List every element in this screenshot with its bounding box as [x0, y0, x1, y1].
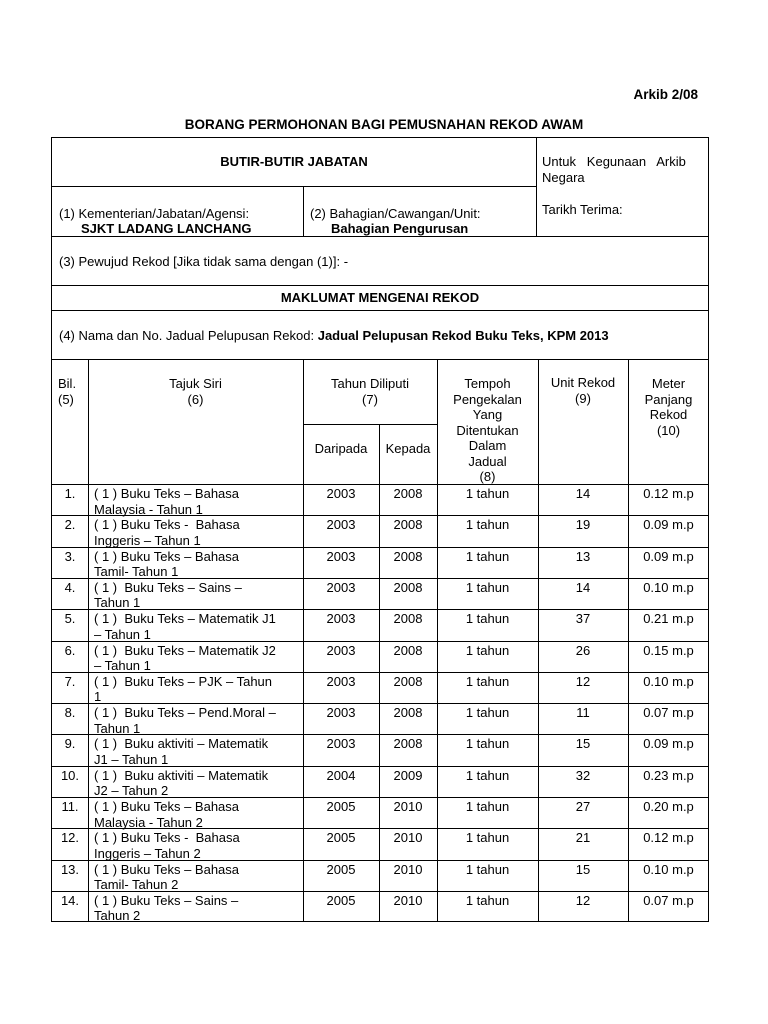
row-title-line: ( 1 ) Buku Teks – Sains – [94, 579, 242, 595]
col-header-daripada: Daripada [314, 441, 368, 456]
col-header-tempoh-line: Yang [472, 407, 503, 422]
row-to-year: 2008 [393, 642, 423, 658]
row-number: 3. [64, 548, 76, 564]
row-meter-length: 0.10 m.p [643, 673, 694, 689]
row-rule [52, 891, 708, 892]
row-title-line: ( 1 ) Buku Teks – Matematik J2 [94, 642, 276, 658]
row-title-line: Inggeris – Tahun 1 [94, 532, 201, 548]
row-number: 4. [64, 579, 76, 595]
rule [52, 359, 708, 360]
row-title-line: J1 – Tahun 1 [94, 751, 169, 767]
row-to-year: 2010 [393, 861, 423, 877]
row-title-line: Tahun 2 [94, 908, 141, 924]
row-retention: 1 tahun [465, 736, 510, 752]
row-meter-length: 0.10 m.p [643, 861, 694, 877]
col-header-tempoh-line: Dalam [468, 438, 507, 453]
row-meter-length: 0.07 m.p [643, 892, 694, 908]
row-from-year: 2003 [326, 517, 356, 533]
row-title-line: Tahun 1 [94, 720, 141, 736]
col-header-kepada: Kepada [385, 441, 431, 456]
row-title [94, 517, 302, 548]
row-title [94, 611, 302, 642]
col-header-tempoh-line: Pengekalan [453, 391, 522, 407]
row-title-line: ( 1 ) Buku Teks – Sains – [94, 892, 239, 908]
row-number: 6. [64, 642, 76, 658]
row-rule [52, 578, 708, 579]
col-header-tempoh-line: Jadual [468, 453, 507, 469]
row-unit-count: 26 [575, 642, 591, 658]
row-title-line: Tamil- Tahun 1 [94, 564, 179, 580]
row-title-line: J2 – Tahun 2 [94, 783, 169, 799]
row-title-line: Inggeris – Tahun 2 [94, 845, 201, 861]
row-title-line: ( 1 ) Buku Teks – Pend.Moral – [94, 705, 276, 721]
row-to-year: 2008 [393, 579, 423, 595]
row-retention: 1 tahun [465, 705, 510, 721]
row-number: 5. [64, 611, 76, 627]
row-meter-length: 0.21 m.p [643, 611, 694, 627]
row-unit-count: 11 [576, 705, 590, 721]
row-to-year: 2010 [393, 799, 423, 814]
col-header-unit-line: (9) [575, 390, 591, 406]
rule [303, 424, 437, 425]
row-title [94, 893, 302, 924]
row-from-year: 2003 [326, 579, 356, 595]
form-title: BORANG PERMOHONAN BAGI PEMUSNAHAN REKOD AWAM [184, 117, 584, 132]
rule [52, 484, 708, 485]
row-title-line: ( 1 ) Buku Teks – Matematik J1 [94, 611, 276, 627]
row-to-year: 2009 [393, 767, 423, 783]
row-unit-count: 15 [575, 736, 591, 752]
row-title-line: ( 1 ) Buku Teks - Bahasa [94, 517, 240, 533]
row-number: 9. [64, 736, 76, 752]
row-number: 13. [60, 861, 80, 877]
row-rule [52, 828, 708, 829]
row-retention: 1 tahun [465, 517, 510, 533]
row-number: 12. [60, 830, 80, 846]
arkib-use-line2: Negara [542, 169, 585, 185]
col-header-tajuk-line: (6) [187, 391, 204, 407]
row-rule [52, 766, 708, 767]
row-rule [52, 609, 708, 610]
row-rule [52, 797, 708, 798]
row-unit-count: 15 [575, 861, 591, 877]
col-header-tahun [303, 376, 437, 407]
row-rule [52, 547, 708, 548]
col-header-unit [538, 375, 628, 406]
row-title [94, 549, 302, 580]
section-heading-butir: BUTIR-BUTIR JABATAN [220, 154, 368, 169]
row-from-year: 2003 [326, 611, 356, 627]
row-to-year: 2008 [393, 548, 423, 564]
row-title [94, 862, 302, 893]
row-from-year: 2005 [326, 892, 356, 908]
row-rule [52, 860, 708, 861]
row-to-year: 2008 [393, 736, 423, 752]
row-meter-length: 0.09 m.p [643, 736, 694, 752]
row-number: 2. [64, 517, 76, 533]
form-table [51, 137, 709, 922]
row-unit-count: 13 [575, 548, 591, 564]
row-title-line: ( 1 ) Buku aktiviti – Matematik [94, 767, 269, 783]
row-retention: 1 tahun [465, 548, 510, 564]
col-header-tempoh [437, 376, 538, 485]
row-title-line: ( 1 ) Buku Teks - Bahasa [94, 830, 240, 846]
row-title [94, 768, 302, 799]
row-title [94, 643, 302, 674]
col-header-meter [628, 376, 709, 438]
rule [52, 285, 708, 286]
row-number: 10. [60, 767, 80, 783]
row-title-line: Malaysia - Tahun 1 [94, 501, 203, 517]
arkib-use-line1: Untuk Kegunaan Arkib [542, 154, 686, 169]
col-header-tajuk [88, 376, 303, 407]
col-header-meter-line: Panjang [644, 391, 693, 407]
field-4-label: (4) Nama dan No. Jadual Pelupusan Rekod: [59, 328, 318, 343]
row-title-line: 1 [94, 689, 102, 705]
col-header-unit-line: Unit Rekod [550, 375, 616, 390]
col-header-tajuk-line: Tajuk Siri [169, 376, 222, 391]
row-title-line: – Tahun 1 [94, 626, 151, 642]
row-retention: 1 tahun [465, 767, 510, 783]
row-to-year: 2010 [393, 830, 423, 846]
row-title-line: Tahun 1 [94, 595, 141, 611]
row-meter-length: 0.23 m.p [643, 767, 694, 783]
col-header-meter-line: (10) [656, 422, 681, 438]
row-title-line: – Tahun 1 [94, 658, 151, 673]
row-meter-length: 0.12 m.p [643, 830, 694, 846]
row-to-year: 2008 [393, 673, 423, 689]
row-unit-count: 32 [575, 767, 591, 783]
row-title-line: ( 1 ) Buku aktiviti – Matematik [94, 736, 269, 752]
row-retention: 1 tahun [465, 642, 510, 658]
row-number: 1. [64, 486, 76, 501]
row-from-year: 2003 [326, 736, 356, 752]
row-retention: 1 tahun [465, 579, 510, 595]
row-retention: 1 tahun [465, 611, 510, 627]
row-retention: 1 tahun [465, 892, 510, 908]
section-heading-maklumat: MAKLUMAT MENGENAI REKOD [280, 290, 480, 305]
row-number: 8. [64, 705, 76, 721]
row-from-year: 2003 [326, 705, 356, 721]
col-header-tempoh-line: Tempoh [464, 376, 511, 391]
row-from-year: 2004 [326, 767, 356, 783]
row-number: 14. [60, 892, 80, 908]
row-retention: 1 tahun [465, 673, 510, 689]
col-header-bil [58, 376, 76, 407]
field-2-value: Bahagian Pengurusan [331, 221, 469, 236]
row-title [94, 674, 302, 705]
row-title-line: ( 1 ) Buku Teks – Bahasa [94, 861, 240, 877]
row-from-year: 2003 [326, 642, 356, 658]
row-retention: 1 tahun [465, 861, 510, 877]
rule [52, 310, 708, 311]
row-rule [52, 641, 708, 642]
row-title [94, 736, 302, 767]
row-number: 11. [61, 799, 79, 814]
col-header-tahun-line: Tahun Diliputi [330, 376, 410, 391]
row-from-year: 2003 [326, 486, 356, 501]
col-header-meter-line: Rekod [649, 407, 688, 422]
row-from-year: 2005 [326, 799, 356, 814]
row-to-year: 2008 [393, 611, 423, 627]
row-unit-count: 14 [575, 579, 591, 595]
row-title [94, 580, 302, 611]
row-from-year: 2005 [326, 830, 356, 846]
row-meter-length: 0.09 m.p [643, 517, 694, 533]
row-title-line: ( 1 ) Buku Teks – Bahasa [94, 486, 240, 501]
row-to-year: 2008 [393, 517, 423, 533]
row-meter-length: 0.10 m.p [643, 579, 694, 595]
row-to-year: 2010 [393, 892, 423, 908]
row-title [94, 799, 302, 830]
row-unit-count: 12 [575, 673, 591, 689]
row-title-line: Malaysia - Tahun 2 [94, 814, 203, 830]
row-from-year: 2003 [326, 548, 356, 564]
field-1-value: SJKT LADANG LANCHANG [81, 221, 252, 236]
col-header-meter-line: Meter [651, 376, 686, 391]
row-retention: 1 tahun [465, 486, 510, 501]
row-rule [52, 672, 708, 673]
row-unit-count: 21 [575, 830, 591, 846]
row-title [94, 486, 302, 517]
row-title [94, 705, 302, 736]
field-2-label: (2) Bahagian/Cawangan/Unit: [310, 206, 481, 221]
col-header-bil-line: (5) [58, 391, 74, 407]
row-from-year: 2003 [326, 673, 356, 689]
rule [536, 138, 537, 236]
row-unit-count: 37 [575, 611, 591, 627]
row-to-year: 2008 [393, 705, 423, 721]
row-unit-count: 19 [575, 517, 591, 533]
field-3-label: (3) Pewujud Rekod [Jika tidak sama dengan (1)]: - [59, 254, 349, 269]
col-header-tahun-line: (7) [362, 391, 378, 407]
row-title-line: Tamil- Tahun 2 [94, 877, 179, 893]
row-unit-count: 12 [575, 892, 591, 908]
row-rule [52, 515, 708, 516]
row-number: 7. [64, 673, 76, 689]
col-header-tempoh-line: (8) [479, 469, 496, 484]
row-meter-length: 0.07 m.p [643, 705, 694, 721]
row-title-line: ( 1 ) Buku Teks – Bahasa [94, 548, 240, 564]
col-header-tempoh-line: Ditentukan [456, 422, 519, 438]
field-4 [59, 328, 609, 344]
row-retention: 1 tahun [465, 799, 510, 814]
row-rule [52, 734, 708, 735]
rule [303, 186, 304, 236]
col-header-bil-line: Bil. [58, 376, 77, 391]
row-title-line: ( 1 ) Buku Teks – Bahasa [94, 799, 240, 814]
row-meter-length: 0.20 m.p [643, 799, 694, 814]
row-title [94, 830, 302, 861]
row-meter-length: 0.09 m.p [643, 548, 694, 564]
row-title-line: ( 1 ) Buku Teks – PJK – Tahun [94, 673, 273, 689]
row-unit-count: 27 [575, 799, 591, 814]
form-reference: Arkib 2/08 [633, 87, 698, 102]
row-meter-length: 0.12 m.p [643, 486, 694, 501]
field-4-value: Jadual Pelupusan Rekod Buku Teks, KPM 2013 [317, 328, 609, 343]
row-to-year: 2008 [393, 486, 423, 501]
row-from-year: 2005 [326, 861, 356, 877]
row-retention: 1 tahun [465, 830, 510, 846]
arkib-use-label [542, 154, 704, 185]
field-1-label: (1) Kementerian/Jabatan/Agensi: [59, 206, 250, 221]
row-unit-count: 14 [575, 486, 591, 501]
row-rule [52, 703, 708, 704]
tarikh-terima-label: Tarikh Terima: [542, 202, 623, 217]
rule [52, 186, 536, 187]
row-meter-length: 0.15 m.p [643, 642, 694, 658]
